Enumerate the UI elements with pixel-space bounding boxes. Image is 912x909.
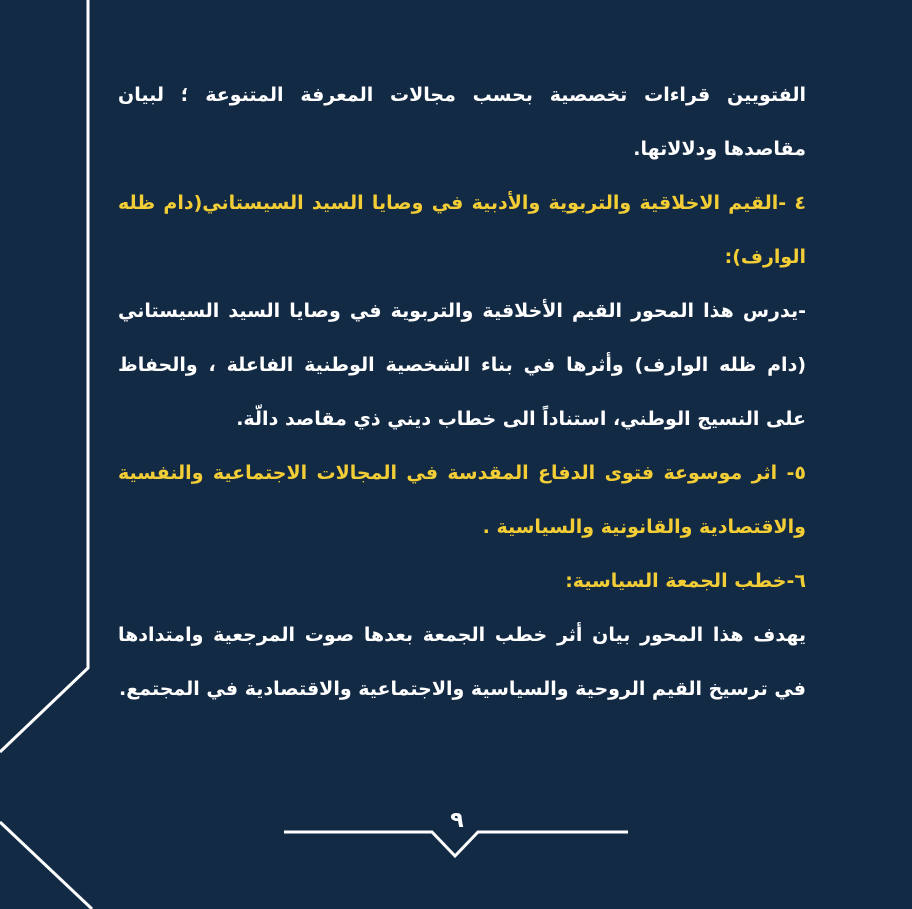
- paragraph-intro-end: الفتويين قراءات تخصصية بحسب مجالات المعرفة المتنوعة ؛ لبيان مقاصدها ودلالاتها.: [118, 84, 806, 160]
- heading-axis-5: ٥- اثر موسوعة فتوى الدفاع المقدسة في المجالات الاجتماعية والنفسية والاقتصادية والقانونية والسياسية .: [118, 462, 806, 538]
- page-number-underline: [284, 832, 628, 856]
- paragraph-axis-4: -يدرس هذا المحور القيم الأخلاقية والتربوية في وصايا السيد السيستاني (دام ظله الوارف) وأثرها في بناء الشخصية الوطنية الفاعلة ، والحفاظ على النسيج الوطني، استناداً الى خطاب ديني ذي مقاصد دالّة.: [118, 300, 806, 430]
- left-border-line: [0, 0, 88, 752]
- heading-axis-4: ٤ -القيم الاخلاقية والتربوية والأدبية في وصايا السيد السيستاني(دام ظله الوارف):: [118, 192, 806, 268]
- page-number: ٩: [450, 808, 464, 833]
- corner-diagonal-line: [0, 822, 92, 909]
- heading-axis-6: ٦-خطب الجمعة السياسية:: [565, 570, 806, 592]
- paragraph-axis-6: يهدف هذا المحور بيان أثر خطب الجمعة بعدها صوت المرجعية وامتدادها في ترسيخ القيم الروحية والسياسية والاجتماعية والاقتصادية في المجتمع.: [118, 624, 806, 700]
- text-body: [118, 68, 806, 716]
